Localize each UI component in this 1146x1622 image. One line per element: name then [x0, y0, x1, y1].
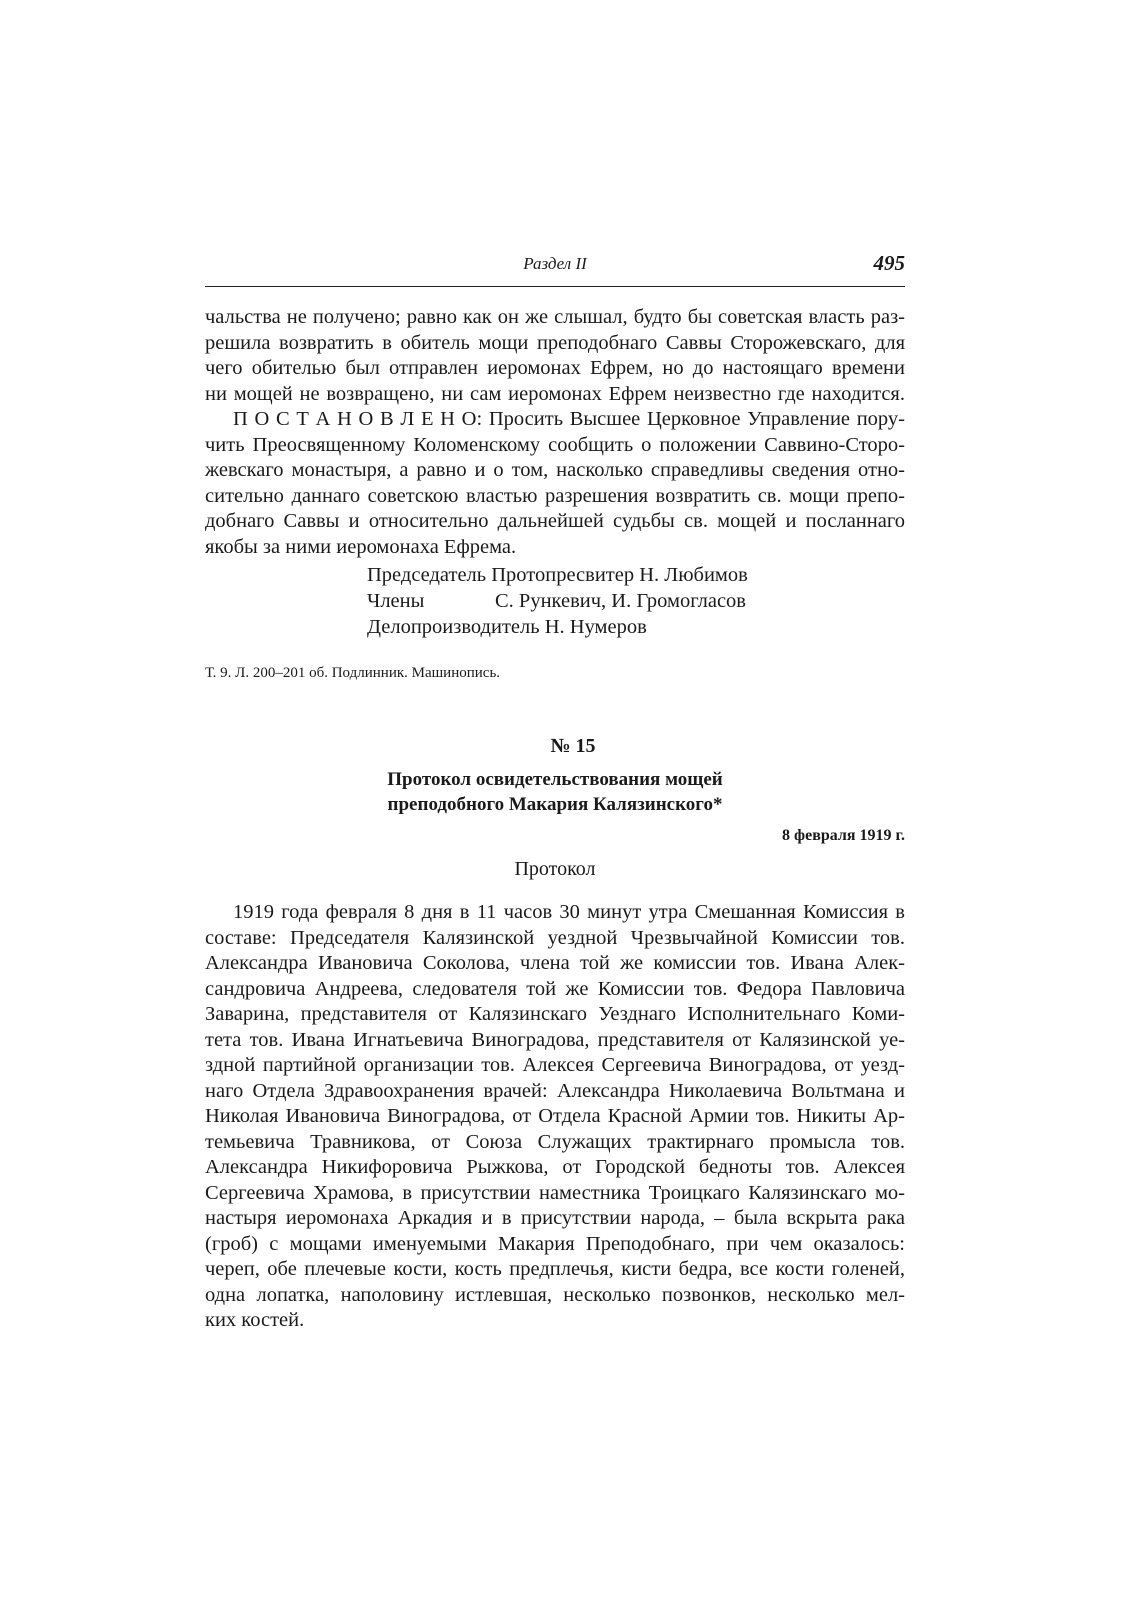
text-line: череп, обе плечевые кости, кость предплечья, кисти бедра, все кости голеней,: [205, 1258, 905, 1280]
members-names: С. Рункевич, И. Громогласов: [495, 590, 746, 612]
text-line: чить Преосвященному Коломенскому сообщить о положении Саввино-Сторо-: [205, 433, 905, 456]
text-line: (гроб) с мощами именуемыми Макария Преподобнаго, при чем оказалось:: [205, 1232, 905, 1255]
text-line: наго Отдела Здравоохранения врачей: Александра Николаевича Вольтмана и: [205, 1079, 905, 1102]
text-line: Николая Ивановича Виноградова, от Отдела Красной Армии тов. Никиты Ар-: [205, 1105, 905, 1127]
document-title-line: Протокол освидетельствования мощей: [387, 769, 723, 790]
paragraph-continuation: [205, 305, 905, 407]
text-line: П О С Т А Н О В Л Е Н О: Просить Высшее Церковное Управление пору-: [233, 408, 905, 430]
paragraph-resolution: [205, 407, 905, 560]
text-line: тета тов. Ивана Игнатьевича Виноградова, представителя от Калязинской уе-: [205, 1028, 905, 1051]
signature-chairman: Председатель Протопресвитер Н. Любимов: [367, 564, 748, 586]
text-line: ни мощей не возвращено, ни сам иеромонах Ефрем неизвестно где находится.: [205, 382, 905, 405]
text-line: одна лопатка, наполовину истлевшая, несколько позвонков, несколько мел-: [205, 1283, 905, 1306]
running-header: [205, 252, 905, 287]
text-line: сандровича Андреева, следователя той же Комиссии тов. Федора Павловича: [205, 977, 905, 1000]
text-line: 1919 года февраля 8 дня в 11 часов 30 минут утра Смешанная Комиссия в: [233, 901, 905, 923]
document-title-line: преподобного Макария Калязинского*: [387, 794, 723, 815]
text-line: составе: Председателя Калязинской уездной Чрезвычайной Комиссии тов.: [205, 926, 905, 949]
signature-clerk: Делопроизводитель Н. Нумеров: [367, 616, 647, 638]
document-number: № 15: [550, 735, 596, 757]
text-line: решила возвратить в обитель мощи преподобнаго Саввы Сторожевскаго, для: [205, 331, 905, 354]
text-line: темьевича Травникова, от Союза Служащих трактирнаго промысла тов.: [205, 1130, 905, 1153]
members-label: Члены: [367, 590, 425, 612]
text-line: сительно даннаго советскою властью разрешения возвратить св. мощи препо-: [205, 484, 905, 507]
text-line: чего обителью был отправлен иеромонах Ефрем, но до настоящаго времени: [205, 357, 905, 379]
signature-members: [367, 588, 746, 614]
text-line: добнаго Саввы и относительно дальнейшей судьбы св. мощей и посланнаго: [205, 510, 905, 532]
text-line: Александра Ивановича Соколова, члена той же комиссии тов. Ивана Алек-: [205, 952, 905, 974]
text-line: Заварина, представителя от Калязинскаго Уезднаго Исполнительнаго Коми-: [205, 1003, 905, 1025]
page-number: 495: [873, 251, 905, 275]
text-line: якобы за ними иеромонаха Ефрема.: [205, 535, 517, 558]
protocol-heading: Протокол: [514, 858, 596, 880]
paragraph-protocol-body: [205, 900, 905, 1334]
text-line: ких костей.: [205, 1309, 305, 1331]
text-line: чальства не получено; равно как он же слышал, будто бы советская власть раз-: [205, 306, 905, 328]
section-title: Раздел II: [523, 254, 587, 273]
text-line: настыря иеромонаха Аркадия и в присутствии народа, – была вскрыта рака: [205, 1207, 905, 1229]
text-line: Александра Никифоровича Рыжкова, от Городской бедноты тов. Алексея: [205, 1156, 905, 1178]
text-line: Сергеевича Храмова, в присутствии наместника Троицкаго Калязинскаго мо-: [205, 1181, 905, 1204]
document-date: 8 февраля 1919 г.: [782, 827, 905, 844]
archival-source-note: Т. 9. Л. 200–201 об. Подлинник. Машинопись.: [205, 665, 501, 681]
text-line: здной партийной организации тов. Алексея Сергеевича Виноградова, от уезд-: [205, 1054, 905, 1076]
document-title: [205, 767, 905, 817]
text-line: жевскаго монастыря, а равно и о том, насколько справедливы сведения отно-: [205, 459, 905, 481]
